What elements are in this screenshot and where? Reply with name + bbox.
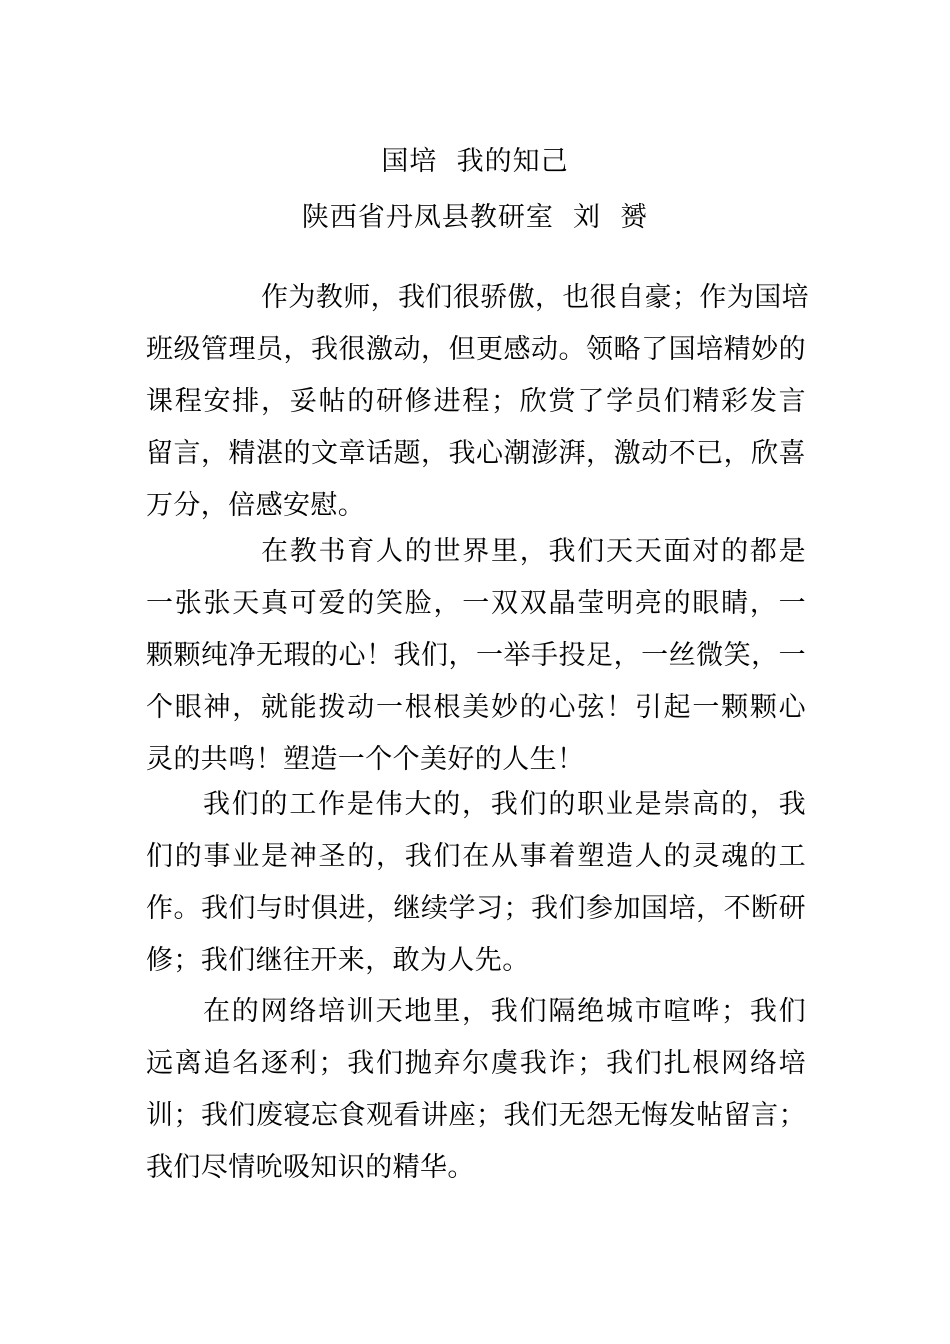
- paragraph-line: 作为教师，我们很骄傲，也很自豪；作为国培: [261, 282, 809, 313]
- paragraph-line: 灵的共鸣！塑造一个个美好的人生！: [146, 744, 585, 775]
- paragraph-line: 们的事业是神圣的，我们在从事着塑造人的灵魂的工: [146, 841, 806, 872]
- paragraph-3: [146, 779, 806, 987]
- author-line: 陕西省丹凤县教研室 刘 赟: [301, 202, 649, 233]
- paragraph-4: [146, 986, 806, 1194]
- paragraph-line: 个眼神，就能拨动一根根美妙的心弦！引起一颗颗心: [146, 692, 806, 723]
- paragraph-line: 班级管理员，我很激动，但更感动。领略了国培精妙的: [146, 334, 806, 365]
- paragraph-line: 课程安排，妥帖的研修进程；欣赏了学员们精彩发言: [146, 386, 806, 417]
- paragraph-line: 作。我们与时俱进，继续学习；我们参加国培，不断研: [146, 893, 806, 924]
- paragraph-line: 颗颗纯净无瑕的心！我们，一举手投足，一丝微笑，一: [146, 640, 806, 671]
- paragraph-line: 万分，倍感安慰。: [146, 490, 366, 521]
- paragraph-1: [146, 272, 809, 532]
- paragraph-line: 我们尽情吮吸知识的精华。: [146, 1152, 475, 1183]
- paragraph-line: 我们的工作是伟大的，我们的职业是崇高的，我: [203, 789, 806, 820]
- document-title: 国培 我的知己: [381, 146, 569, 177]
- paragraph-line: 在的网络培训天地里，我们隔绝城市喧哗；我们: [203, 996, 806, 1027]
- paragraph-2: [146, 526, 806, 786]
- paragraph-line: 训；我们废寝忘食观看讲座；我们无怨无悔发帖留言；: [146, 1100, 806, 1131]
- paragraph-line: 在教书育人的世界里，我们天天面对的都是: [261, 536, 806, 567]
- paragraph-line: 修；我们继往开来，敢为人先。: [146, 945, 530, 976]
- paragraph-line: 远离追名逐利；我们抛弃尔虞我诈；我们扎根网络培: [146, 1048, 806, 1079]
- paragraph-line: 留言，精湛的文章话题，我心潮澎湃，激动不已，欣喜: [146, 438, 806, 469]
- paragraph-line: 一张张天真可爱的笑脸，一双双晶莹明亮的眼睛，一: [146, 588, 806, 619]
